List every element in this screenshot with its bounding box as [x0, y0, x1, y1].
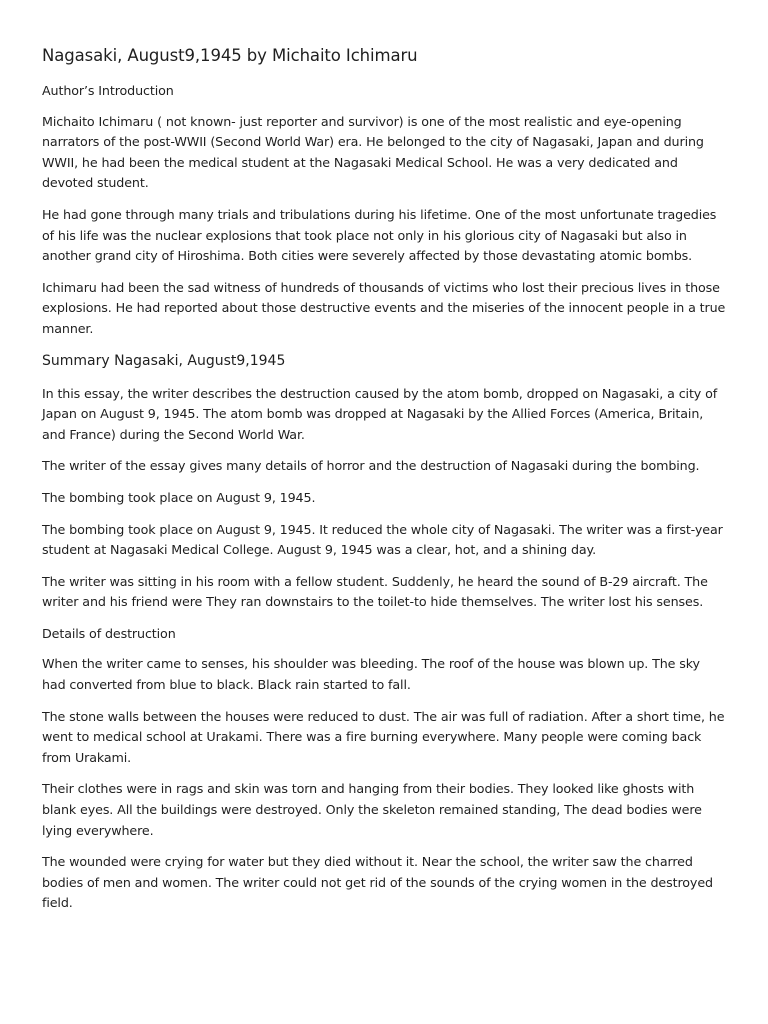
- document-title: Nagasaki, August9,1945 by Michaito Ichimaru: [42, 46, 418, 65]
- details-paragraph: The wounded were crying for water but they died without it. Near the school, the writer saw the charred bodies of men and women. The writer could not get rid of the sounds of the crying women in the destroyed field.: [42, 854, 713, 911]
- summary-paragraph: In this essay, the writer describes the destruction caused by the atom bomb, dropped on Nagasaki, a city of Japan on August 9, 1945. The atom bomb was dropped at Nagasaki by the Allied Forces (America, Britain, and France) during the Second World War.: [42, 385, 718, 442]
- intro-paragraph: Ichimaru had been the sad witness of hundreds of thousands of victims who lost their precious lives in those explosions. He had reported about those destructive events and the miseries of the innocent people in a true manner.: [42, 279, 726, 336]
- details-heading: Details of destruction: [42, 625, 176, 641]
- summary-paragraph: The writer was sitting in his room with a fellow student. Suddenly, he heard the sound of B-29 aircraft. The writer and his friend were They ran downstairs to the toilet-to hide themselves. The writer lost his senses.: [42, 573, 708, 610]
- intro-paragraph: He had gone through many trials and tribulations during his lifetime. One of the most unfortunate tragedies of his life was the nuclear explosions that took place not only in his glorious city of Nagasaki but also in another grand city of Hiroshima. Both cities were severely affected by those devastating atomic bombs.: [42, 206, 717, 264]
- intro-heading: Author’s Introduction: [42, 83, 174, 98]
- summary-paragraph: The bombing took place on August 9, 1945. It reduced the whole city of Nagasaki. The writer was a first-year student at Nagasaki Medical College. August 9, 1945 was a clear, hot, and a shining day.: [42, 521, 723, 558]
- summary-heading: Summary Nagasaki, August9,1945: [42, 352, 286, 369]
- details-paragraph: Their clothes were in rags and skin was torn and hanging from their bodies. They looked like ghosts with blank eyes. All the buildings were destroyed. Only the skeleton remained standing, The dead bodies were lying everywhere.: [42, 781, 702, 838]
- details-paragraph: The stone walls between the houses were reduced to dust. The air was full of radiation. After a short time, he went to medical school at Urakami. There was a fire burning everywhere. Many people were coming back from Urakami.: [42, 708, 725, 765]
- summary-paragraph: The writer of the essay gives many details of horror and the destruction of Nagasaki during the bombing.: [42, 458, 700, 474]
- summary-paragraph: The bombing took place on August 9, 1945.: [42, 489, 316, 505]
- intro-paragraph: Michaito Ichimaru ( not known- just reporter and survivor) is one of the most realistic and eye-opening narrators of the post-WWII (Second World War) era. He belonged to the city of Nagasaki, Japan and during WWII, he had been the medical student at the Nagasaki Medical School. He was a very dedicated and devoted student.: [42, 113, 704, 191]
- details-paragraph: When the writer came to senses, his shoulder was bleeding. The roof of the house was blown up. The sky had converted from blue to black. Black rain started to fall.: [42, 656, 700, 693]
